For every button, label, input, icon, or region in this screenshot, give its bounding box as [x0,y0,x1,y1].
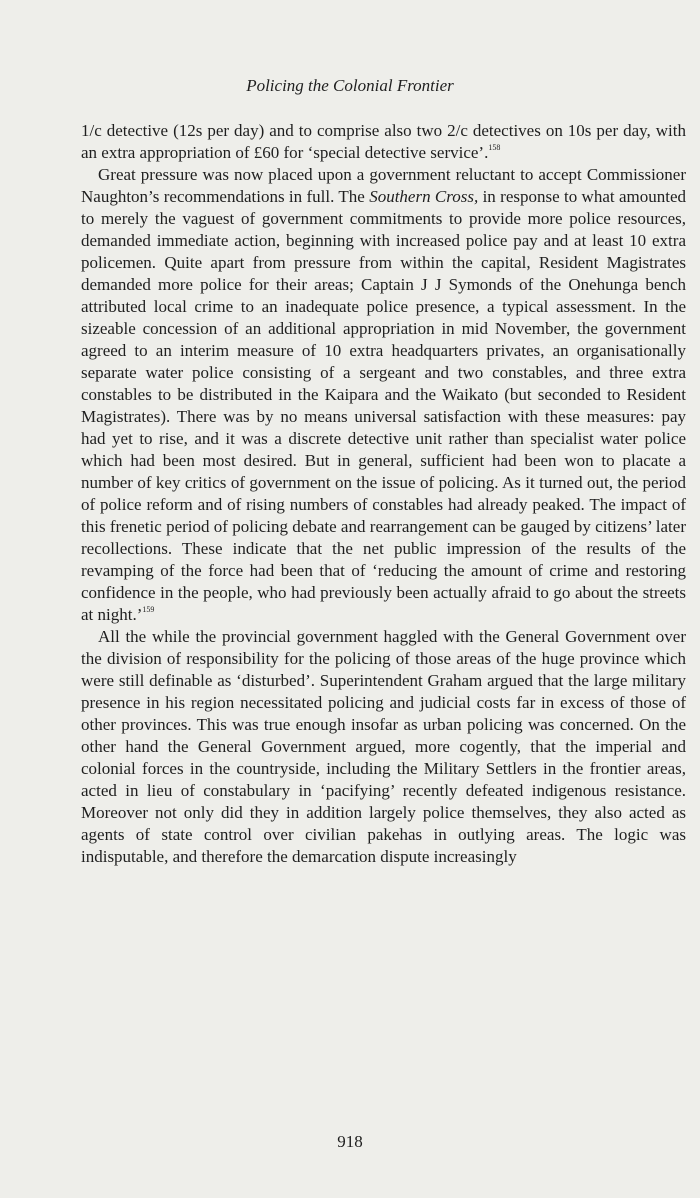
paragraph-1 [81,120,686,164]
page-number: 918 [337,1132,363,1151]
paragraph-3 [81,626,686,868]
newspaper-title: Southern Cross, [369,187,479,206]
paragraph-3-text: All the while the provincial government haggled with the General Government over the division of responsibility for the policing of those areas of the huge province which were still definable as ‘disturbed’. Superintendent Graham argued that the large military presence in his region necessitated policing and judicial costs far in excess of those of other provinces. This was true enough insofar as urban policing was concerned. On the other hand the General Government argued, more cogently, that the imperial and colonial forces in the countryside, including the Military Settlers in the frontier areas, acted in lieu of constabulary in ‘pacifying’ recently defeated indigenous resistance. Moreover not only did they in addition largely police themselves, they also acted as agents of state control over civilian pakehas in outlying areas. The logic was indisputable, and therefore the demarcation dispute increasingly [81,627,686,866]
paragraph-1-text: 1/c detective (12s per day) and to comprise also two 2/c detectives on 10s per day, with an extra appropriation of £60 for ‘special detective service’. [81,121,686,162]
paragraph-2-text-a: Great pressure was now placed upon a government reluctant to accept Commissioner Naughton’s recommendations in full. The [81,165,686,206]
footnote-ref-158[interactable]: 158 [488,143,501,152]
paragraph-2-text-b: in response to what amounted to merely the vaguest of government commitments to provide more police resources, demanded immediate action, beginning with increased police pay and at least 10 extra policemen. Quite apart from pressure from within the capital, Resident Magistrates demanded more police for their areas; Captain J J Symonds of the Onehunga bench attributed local crime to an inadequate police presence, a typical assessment. In the sizeable concession of an additional appropriation in mid November, the government agreed to an interim measure of 10 extra headquarters privates, an organisationally separate water police consisting of a sergeant and two constables, and three extra constables to be distributed in the Kaipara and the Waikato (but seconded to Resident Magistrates). There was by no means universal satisfaction with these measures: pay had yet to rise, and it was a discrete detective unit rather than specialist water police which had been most desired. But in general, sufficient had been won to placate a number of key critics of government on the issue of policing. As it turned out, the period of police reform and of rising numbers of constables had already peaked. The impact of this frenetic period of policing debate and rearrangement can be gauged by citizens’ later recollections. These indicate that the net public impression of the results of the revamping of the force had been that of ‘reducing the amount of crime and restoring confidence in the people, who had previously been actually afraid to go about the streets at night.’ [81,187,686,624]
footnote-ref-159[interactable]: 159 [142,605,155,614]
running-header: Policing the Colonial Frontier [246,76,454,95]
paragraph-2 [81,164,686,626]
body-text [81,120,686,868]
